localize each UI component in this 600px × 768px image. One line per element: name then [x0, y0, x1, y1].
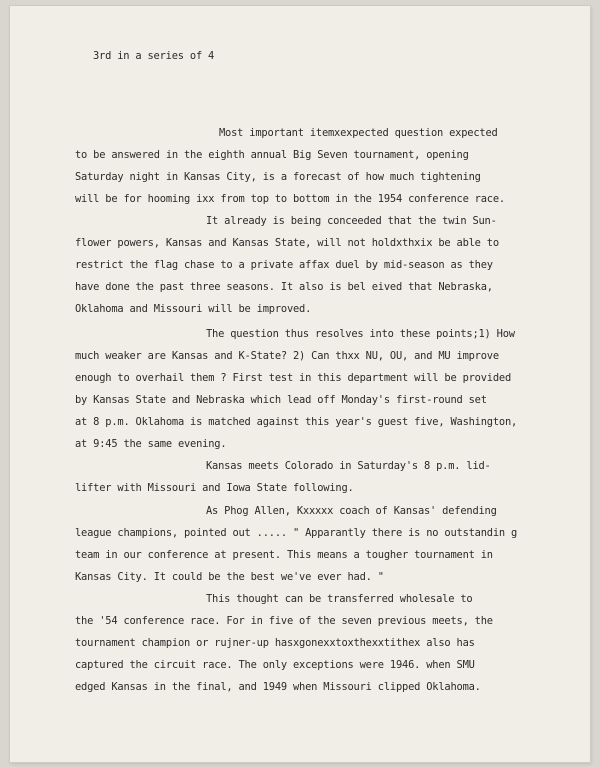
text-line-26: edged Kansas in the final, and 1949 when Missouri clipped Oklahoma. — [75, 681, 481, 693]
text-line-23: the '54 conference race. For in five of the seven previous meets, the — [75, 615, 493, 627]
text-line-6: flower powers, Kansas and Kansas State, will not holdxthxix be able to — [75, 237, 499, 249]
text-line-19: league champions, pointed out ..... " Apparantly there is no outstandin g — [75, 527, 518, 539]
text-line-22: This thought can be transferred wholesale to — [206, 593, 473, 605]
text-line-20: team in our conference at present. This means a tougher tournament in — [75, 549, 493, 561]
text-line-13: by Kansas State and Nebraska which lead off Monday's first-round set — [75, 394, 487, 406]
text-line-10: The question thus resolves into these points;1) How — [206, 328, 515, 340]
text-line-9: Oklahoma and Missouri will be improved. — [75, 303, 312, 315]
text-line-12: enough to overhail them ? First test in this department will be provided — [75, 372, 512, 384]
text-line-17: lifter with Missouri and Iowa State following. — [75, 482, 354, 494]
text-line-8: have done the past three seasons. It also is bel eived that Nebraska, — [75, 281, 493, 293]
text-line-16: Kansas meets Colorado in Saturday's 8 p.m. lid- — [206, 460, 491, 472]
text-line-24: tournament champion or rujner-up hasxgonexxtoxthexxtithex also has — [75, 637, 475, 649]
text-line-11: much weaker are Kansas and K-State? 2) Can thxx NU, OU, and MU improve — [75, 350, 499, 362]
text-line-15: at 9:45 the same evening. — [75, 438, 227, 450]
series-header: 3rd in a series of 4 — [93, 50, 215, 62]
text-line-25: captured the circuit race. The only exceptions were 1946. when SMU — [75, 659, 475, 671]
text-line-7: restrict the flag chase to a private affax duel by mid-season as they — [75, 259, 493, 271]
text-line-1: Most important itemxexpected question expected — [219, 127, 498, 139]
text-line-3: Saturday night in Kansas City, is a forecast of how much tightening — [75, 171, 481, 183]
typewritten-page — [10, 6, 590, 762]
text-line-4: will be for hooming ixx from top to bottom in the 1954 conference race. — [75, 193, 505, 205]
text-line-21: Kansas City. It could be the best we've ever had. " — [75, 571, 384, 583]
text-line-14: at 8 p.m. Oklahoma is matched against this year's guest five, Washington, — [75, 416, 518, 428]
text-line-5: It already is being conceeded that the twin Sun- — [206, 215, 497, 227]
text-line-18: As Phog Allen, Kxxxxx coach of Kansas' defending — [206, 505, 497, 517]
text-line-2: to be answered in the eighth annual Big Seven tournament, opening — [75, 149, 469, 161]
